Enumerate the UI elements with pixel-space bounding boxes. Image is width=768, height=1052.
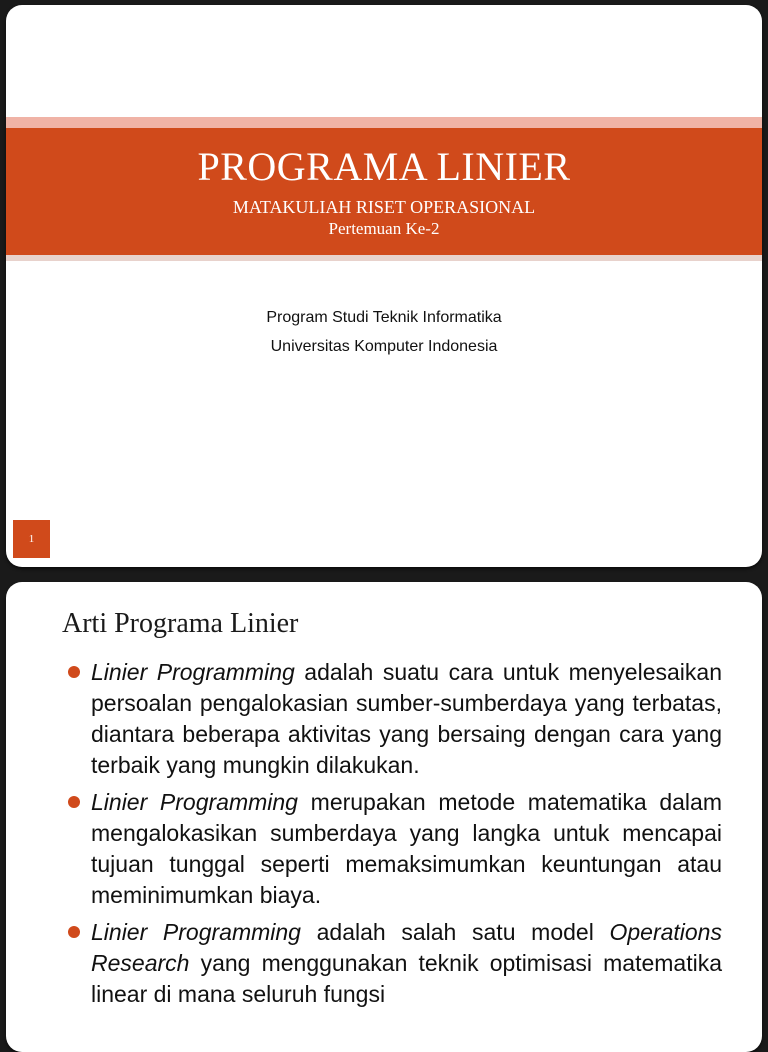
study-program: Program Studi Teknik Informatika (266, 309, 502, 326)
organization-block (6, 303, 762, 361)
bullet-list (66, 657, 722, 1016)
bullet-dot-icon (68, 666, 80, 678)
slide-title: PROGRAMA LINIER (197, 144, 571, 189)
list-item (66, 787, 722, 911)
bullet-text: yang menggunakan teknik optimisasi matematika linear di mana seluruh fungsi (91, 950, 722, 1007)
term: Linier Programming (91, 789, 298, 815)
bullet-text: merupakan metode matematika dalam mengalokasikan sumberdaya yang langka untuk mencapai tujuan tunggal seperti memaksimumkan keuntungan atau meminimumkan biaya. (91, 789, 722, 908)
university-name: Universitas Komputer Indonesia (270, 338, 498, 355)
slide-subtitle: MATAKULIAH RISET OPERASIONAL (232, 197, 536, 217)
page-number: 1 (13, 520, 50, 558)
term: Operations Research (91, 919, 722, 976)
bullet-dot-icon (68, 796, 80, 808)
term: Linier Programming (91, 659, 295, 685)
list-item (66, 657, 722, 781)
slide-1 (6, 5, 762, 567)
term: Linier Programming (91, 919, 301, 945)
list-item (66, 917, 722, 1010)
slide-2 (6, 582, 762, 1052)
bullet-dot-icon (68, 926, 80, 938)
title-banner (6, 128, 762, 255)
bullet-text: adalah suatu cara untuk menyelesaikan persoalan pengalokasian sumber-sumberdaya yang terbatas, diantara beberapa aktivitas yang bersaing dengan cara yang terbaik yang mungkin dilakukan. (91, 659, 722, 778)
bullet-text: adalah salah satu model (300, 919, 610, 945)
slide-session: Pertemuan Ke-2 (328, 219, 440, 238)
slide-heading: Arti Programa Linier (62, 608, 299, 639)
banner-bottom-stripe (6, 255, 762, 261)
